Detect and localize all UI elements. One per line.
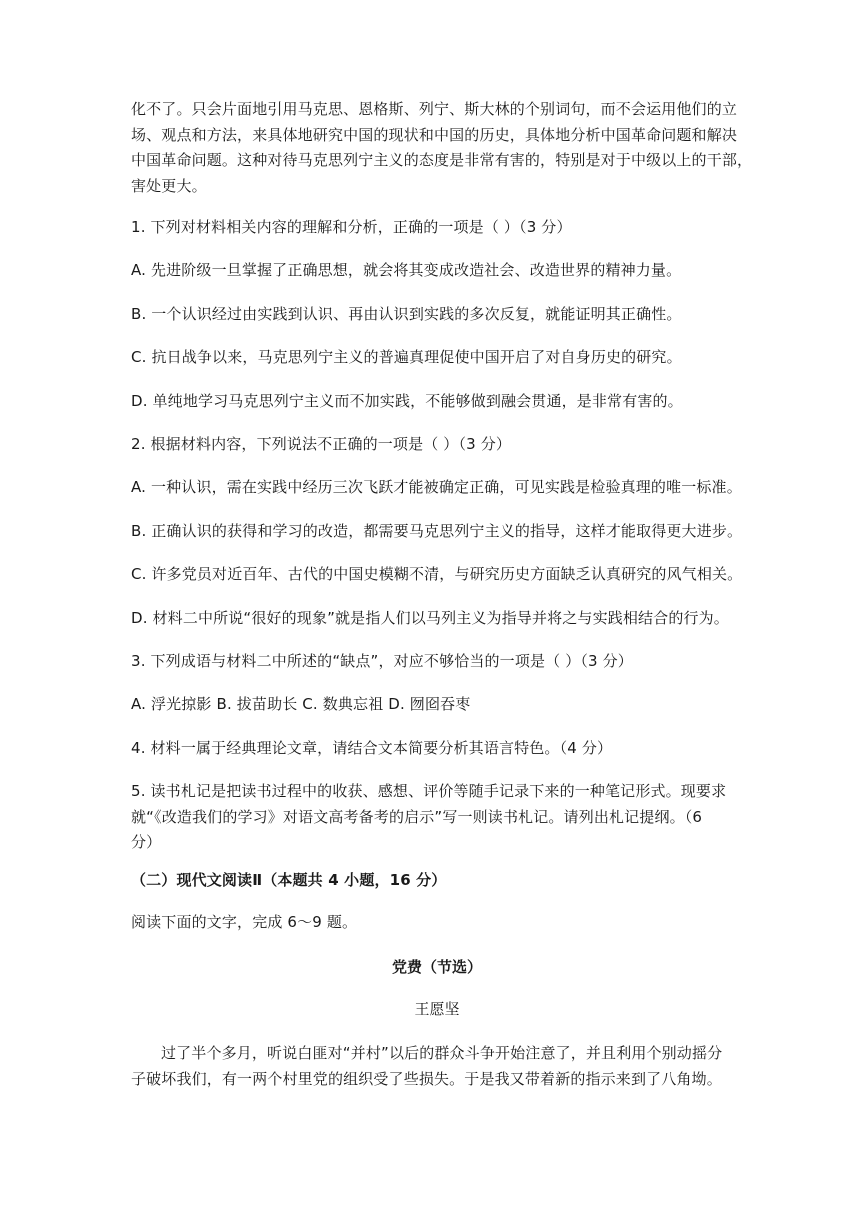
question-1-stem: 1. 下列对材料相关内容的理解和分析，正确的一项是（ ）（3 分） (131, 218, 572, 236)
text-line: 就“《改造我们的学习》对语文高考备考的启示”写一则读书札记。请列出札记提纲。（6 (131, 807, 703, 826)
question-3-stem: 3. 下列成语与材料二中所述的“缺点”，对应不够恰当的一项是（ ）（3 分） (131, 652, 633, 670)
question-2-option-a: A. 一种认识，需在实践中经历三次飞跃才能被确定正确，可见实践是检验真理的唯一标准。 (131, 478, 742, 496)
text-line: 中国革命问题。这种对待马克思列宁主义的态度是非常有害的，特别是对于中级以上的干部， (131, 151, 753, 169)
question-1-option-a: A. 先进阶级一旦掌握了正确思想，就会将其变成改造社会、改造世界的精神力量。 (131, 261, 682, 279)
question-2-option-c: C. 许多党员对近百年、古代的中国史模糊不清，与研究历史方面缺乏认真研究的风气相关。 (131, 565, 743, 583)
question-5 (131, 779, 743, 856)
question-1-option-d: D. 单纯地学习马克思列宁主义而不加实践，不能够做到融会贯通，是非常有害的。 (131, 392, 683, 410)
text-line: 害处更大。 (131, 176, 207, 195)
question-2-option-d: D. 材料二中所说“很好的现象”就是指人们以马列主义为指导并将之与实践相结合的行为。 (131, 609, 729, 627)
article-author: 王愿坚 (414, 1000, 460, 1018)
question-1-option-c: C. 抗日战争以来，马克思列宁主义的普遍真理促使中国开启了对自身历史的研究。 (131, 348, 682, 366)
section-heading: （二）现代文阅读Ⅱ（本题共 4 小题，16 分） (131, 871, 447, 889)
question-4-stem: 4. 材料一属于经典理论文章，请结合文本简要分析其语言特色。（4 分） (131, 739, 613, 757)
text-line: 子破坏我们，有一两个村里党的组织受了些损失。于是我又带着新的指示来到了八角坳。 (131, 1069, 722, 1088)
question-2-option-b: B. 正确认识的获得和学习的改造，都需要马克思列宁主义的指导，这样才能取得更大进步。 (131, 522, 743, 540)
text-line: 分） (131, 833, 162, 851)
text-line: 化不了。只会片面地引用马克思、恩格斯、列宁、斯大林的个别词句，而不会运用他们的立 (131, 100, 738, 118)
question-1-option-b: B. 一个认识经过由实践到认识、再由认识到实践的多次反复，就能证明其正确性。 (131, 305, 682, 323)
intro-paragraph (131, 97, 753, 199)
text-line: 过了半个多月，听说白匪对“并村”以后的群众斗争开始注意了，并且利用个别动摇分 (161, 1044, 723, 1062)
text-line: 5. 读书札记是把读书过程中的收获、感想、评价等随手记录下来的一种笔记形式。现要求 (131, 782, 727, 800)
article-paragraph (131, 1041, 743, 1092)
article-title: 党费（节选） (391, 958, 482, 976)
question-3-options: A. 浮光掠影 B. 拔苗助长 C. 数典忘祖 D. 囫囵吞枣 (131, 695, 471, 713)
question-2-stem: 2. 根据材料内容，下列说法不正确的一项是（ ）（3 分） (131, 435, 512, 453)
text-line: 场、观点和方法，来具体地研究中国的现状和中国的历史，具体地分析中国革命问题和解决 (131, 125, 738, 144)
section-instruction: 阅读下面的文字，完成 6～9 题。 (131, 913, 358, 931)
